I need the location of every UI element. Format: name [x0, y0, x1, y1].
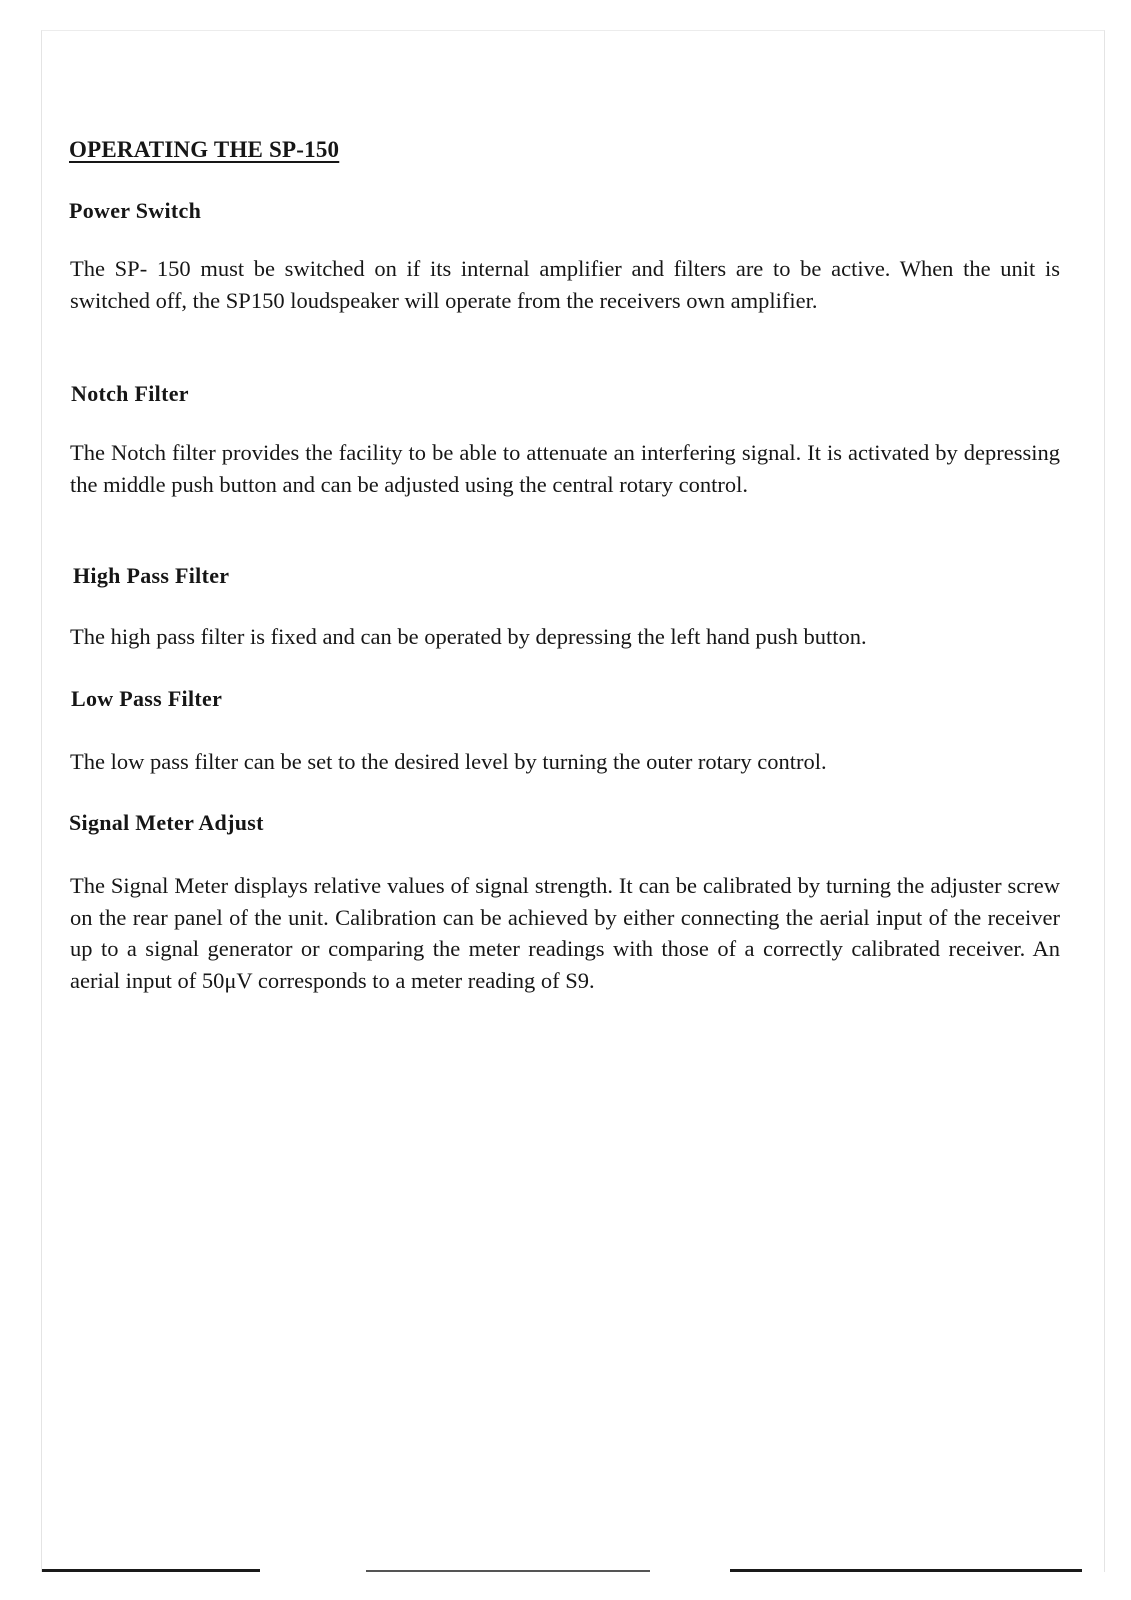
section-body-signal-meter-adjust: The Signal Meter displays relative values of signal strength. It can be calibrated by turning the adjuster screw on the rear panel of the unit. Calibration can be achieved by either connecting the aerial input of the receiver up to a signal generator or comparing the meter readings with those of a correctly calibrated receiver. An aerial input of 50μV corresponds to a meter reading of S9. — [70, 873, 1060, 993]
section-body-power-switch: The SP- 150 must be switched on if its internal amplifier and filters are to be active. When the unit is switched off, the SP150 loudspeaker will operate from the receivers own amplifier. — [70, 256, 1060, 313]
document-title: OPERATING THE SP-150 — [69, 137, 340, 162]
bottom-rule-left — [42, 1569, 260, 1572]
section-body-notch-filter: The Notch filter provides the facility to be able to attenuate an interfering signal. It is activated by depressing the middle push button and can be adjusted using the central rotary control. — [70, 440, 1060, 497]
section-heading-signal-meter-adjust: Signal Meter Adjust — [69, 810, 264, 835]
bottom-rule-right — [730, 1569, 1082, 1572]
section-heading-notch-filter: Notch Filter — [71, 381, 189, 406]
section-heading-power-switch: Power Switch — [69, 198, 202, 223]
section-heading-low-pass-filter: Low Pass Filter — [71, 686, 223, 711]
section-body-high-pass-filter: The high pass filter is fixed and can be operated by depressing the left hand push button. — [70, 624, 867, 649]
section-heading-high-pass-filter: High Pass Filter — [73, 563, 230, 588]
bottom-rule-middle — [366, 1570, 650, 1572]
section-body-low-pass-filter: The low pass filter can be set to the desired level by turning the outer rotary control. — [70, 749, 827, 774]
